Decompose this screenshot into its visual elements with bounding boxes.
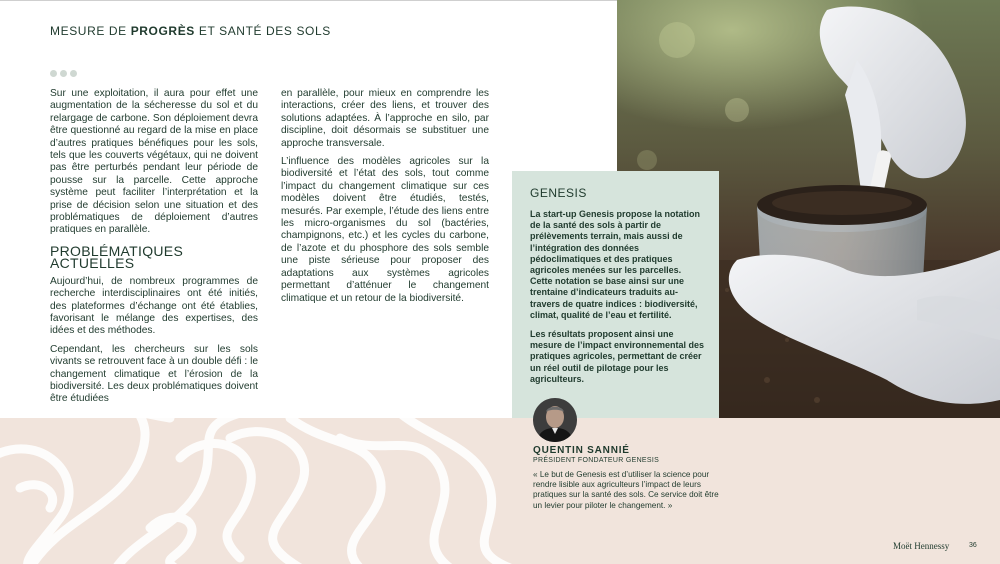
title-suffix: ET SANTÉ DES SOLS — [194, 24, 331, 38]
body-paragraph: Aujourd’hui, de nombreux programmes de recherche interdisciplinaires ont été initiés, des plateformes d’échange ont été établies, favorisant le mélange des expertises, des idées et des méthodes. — [50, 275, 258, 337]
dot-icon — [70, 70, 77, 77]
person-name: QUENTIN SANNIÉ — [533, 445, 630, 456]
brand-logo: Moët Hennessy — [893, 541, 950, 551]
genesis-callout — [512, 171, 719, 418]
section-heading: PROBLÉMATIQUES ACTUELLES — [50, 242, 184, 272]
avatar — [533, 398, 577, 442]
title-emphasis: PROGRÈS — [130, 24, 195, 38]
person-role: PRÉSIDENT FONDATEUR GENESIS — [533, 457, 660, 464]
callout-paragraph: Les résultats proposent ainsi une mesure de l’impact environnemental des pratiques agricoles, permettant de créer un réel outil de pilotage pour les agriculteurs. — [530, 329, 705, 384]
body-paragraph: L’influence des modèles agricoles sur la biodiversité et l’état des sols, tout comme l’impact du changement climatique sur ces modèles doivent être étudiés, testés, mesurés. Par exemple, l’étude des liens entre les micro-organismes du sol (bactéries, champignons, etc.) et les cycles du carbone, de l’azote et du phosphore des sols semble une piste sérieuse pour proposer des adaptations aux systèmes agricoles permettant d’atténuer le changement climatique et un retour de la biodiversité. — [281, 156, 489, 304]
callout-paragraph: La start-up Genesis propose la notation de la santé des sols à partir de prélèvements terrain, mais aussi de l’intégration des données pédoclimatiques et des pratiques agricoles menées sur les parcelles. Cette notation se base ainsi sur une trentaine d’indicateurs traduits au-travers de quatre indices : biodiversité, climat, qualité de l’eau et fertilité. — [530, 209, 701, 320]
swirl-pattern — [0, 418, 520, 564]
callout-title: GENESIS — [530, 186, 587, 200]
page-title — [50, 24, 331, 38]
person-quote: « Le but de Genesis est d’utiliser la science pour rendre lisible aux agriculteurs l’impact de leurs pratiques sur la santé des sols. Ce service doit être un levier pour piloter le changement. » — [533, 470, 719, 510]
title-prefix: MESURE DE — [50, 24, 131, 38]
page-number: 36 — [969, 542, 977, 549]
callout-body — [530, 209, 705, 393]
text-column-1 — [50, 88, 258, 412]
text-column-2 — [281, 88, 489, 311]
body-paragraph: en parallèle, pour mieux en comprendre les interactions, créer des liens, et trouver des solutions adaptées. À l’approche en silo, par discipline, doit désormais se substituer une approche transversale. — [281, 88, 489, 149]
dot-icon — [50, 70, 57, 77]
body-paragraph: Cependant, les chercheurs sur les sols vivants se retrouvent face à un double défi : le changement climatique et l’érosion de la biodiversité. Les deux problématiques doivent être étudiées — [50, 343, 258, 405]
body-paragraph: Sur une exploitation, il aura pour effet une augmentation de la sécheresse du sol et du relargage de carbone. Son déploiement devra être questionné au regard de la mise en place d’autres pratiques bénéfiques pour les sols, tels que les couverts végétaux, qui ne doivent pas être perturbés pendant leur période de pousse sur la parcelle. Cette approche système peut faciliter l’interprétation et la prise de décision selon une situation et des problématiques de déploiement d’autres pratiques en parallèle. — [50, 88, 258, 236]
dots-ornament — [50, 70, 77, 77]
dot-icon — [60, 70, 67, 77]
